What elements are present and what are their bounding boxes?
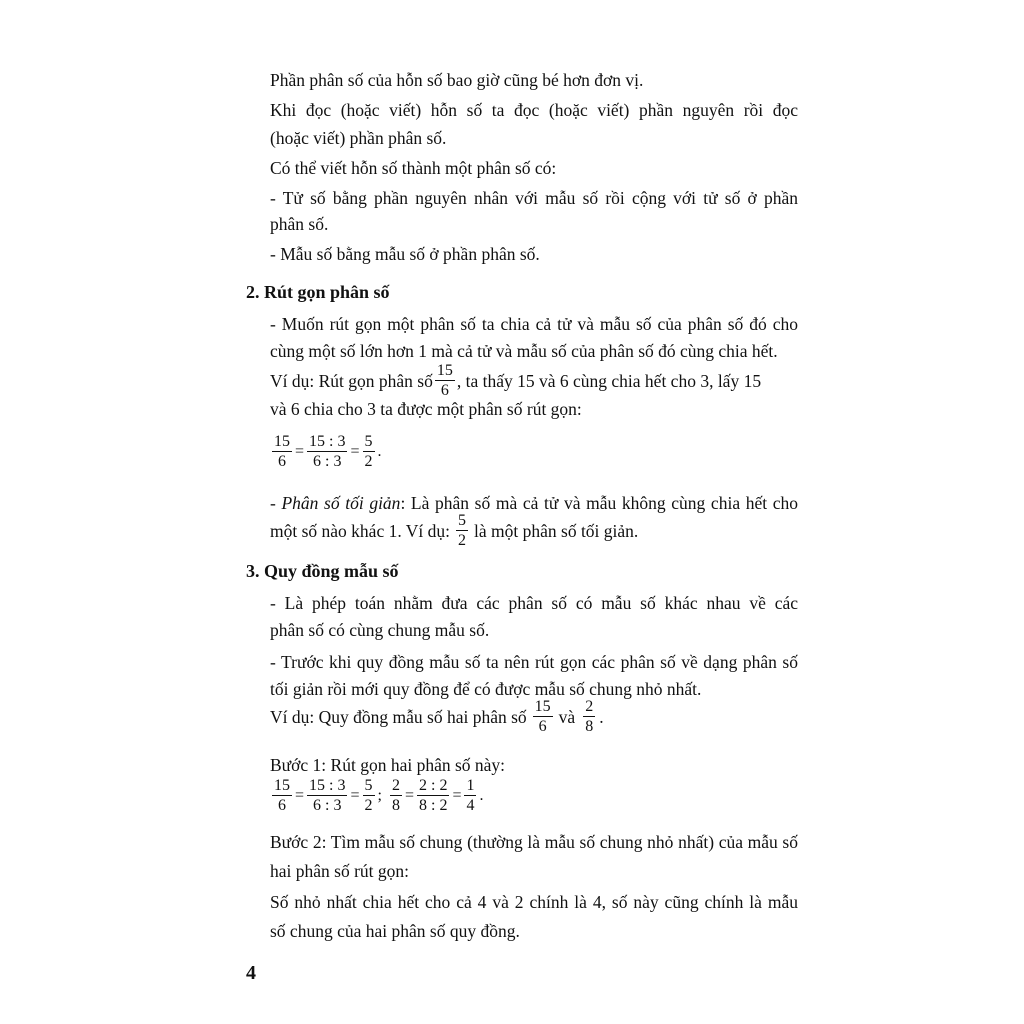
fraction-denominator: 6 : 3 [313, 453, 342, 470]
example-suffix: , ta thấy 15 và 6 cùng chia hết cho 3, lấy 15 [456, 370, 762, 391]
fraction-numerator: 15 [534, 698, 551, 715]
fraction-denominator: 6 [278, 453, 286, 470]
fraction-denominator: 4 [466, 797, 475, 814]
paragraph-line: Có thể viết hỗn số thành một phân số có: [270, 158, 557, 178]
fraction-numerator: 15 [274, 433, 290, 450]
fraction-numerator: 1 [466, 777, 475, 794]
equals-sign: = [452, 786, 462, 804]
paragraph-line: - Muốn rút gọn một phân số ta chia cả tử và mẫu số của phân số đó cho [270, 314, 798, 334]
fraction [363, 777, 375, 814]
period: . [479, 786, 484, 804]
example-line [270, 698, 604, 735]
paragraph-line: - Mẫu số bằng mẫu số ở phần phân số. [270, 244, 540, 264]
fraction-numerator: 15 [436, 362, 453, 379]
paragraph-line: Số nhỏ nhất chia hết cho cả 4 và 2 chính là 4, số này cũng chính là mẫu [270, 892, 798, 912]
paragraph-line: tối giản rồi mới quy đồng để có được mẫu số chung nhỏ nhất. [270, 679, 702, 699]
equation [270, 777, 484, 814]
equals-sign: = [295, 442, 305, 460]
fraction-numerator: 5 [458, 512, 467, 529]
conjunction: và [558, 706, 576, 727]
fraction-numerator: 5 [364, 433, 373, 450]
paragraph-line: Phần phân số của hỗn số bao giờ cũng bé hơn đơn vị. [270, 70, 644, 90]
equation [270, 433, 383, 470]
fraction [272, 433, 292, 470]
paragraph-line: cùng một số lớn hơn 1 mà cả tử và mẫu số của phân số đó cùng chia hết. [270, 341, 778, 361]
fraction [533, 698, 553, 735]
fraction-denominator: 2 [458, 532, 467, 549]
section-heading: 2. Rút gọn phân số [246, 282, 390, 302]
fraction-denominator: 2 [364, 453, 373, 470]
fraction [307, 777, 347, 814]
fraction-numerator: 2 : 2 [419, 777, 448, 794]
paragraph-line: số chung của hai phân số quy đồng. [270, 921, 520, 941]
paragraph-line: và 6 chia cho 3 ta được một phân số rút gọn: [270, 399, 582, 419]
paragraph-line: phân số. [270, 214, 329, 234]
paragraph-line: phân số có cùng chung mẫu số. [270, 620, 490, 640]
equals-sign: = [350, 442, 360, 460]
definition-line [270, 492, 798, 514]
step-line: hai phân số rút gọn: [270, 861, 410, 881]
equals-sign: = [295, 786, 305, 804]
separator: ; [377, 786, 382, 804]
paragraph-line: Khi đọc (hoặc viết) hỗn số ta đọc (hoặc viết) phần nguyên rồi đọc [270, 100, 798, 120]
fraction [464, 777, 476, 814]
fraction-denominator: 6 [538, 718, 547, 735]
fraction-numerator: 2 [391, 777, 400, 794]
fraction [456, 512, 468, 549]
fraction [363, 433, 375, 470]
step-line: Bước 2: Tìm mẫu số chung (thường là mẫu số chung nhỏ nhất) của mẫu số [270, 832, 798, 852]
definition-term: - Phân số tối giản [270, 493, 401, 513]
fraction [272, 777, 292, 814]
fraction [435, 362, 455, 399]
fraction [390, 777, 402, 814]
period: . [377, 442, 382, 460]
example-line [270, 362, 761, 399]
fraction-numerator: 15 : 3 [309, 433, 346, 450]
paragraph-line: - Tử số bằng phần nguyên nhân với mẫu số rồi cộng với tử số ở phần [270, 188, 798, 208]
fraction-denominator: 6 [440, 382, 449, 399]
section-heading: 3. Quy đồng mẫu số [246, 561, 399, 581]
fraction-numerator: 5 [364, 777, 373, 794]
equals-sign: = [350, 786, 360, 804]
definition-text: : Là phân số mà cả tử và mẫu không cùng chia hết cho [400, 493, 798, 513]
fraction-numerator: 15 : 3 [309, 777, 346, 794]
example-prefix: Ví dụ: Quy đồng mẫu số hai phân số [270, 706, 527, 727]
fraction [307, 433, 347, 470]
fraction-denominator: 8 [391, 797, 400, 814]
fraction [583, 698, 595, 735]
equals-sign: = [404, 786, 414, 804]
definition-suffix: là một phân số tối giản. [474, 520, 639, 541]
fraction-denominator: 8 [585, 718, 594, 735]
period: . [599, 706, 604, 727]
fraction-denominator: 8 : 2 [419, 797, 448, 814]
page-number: 4 [246, 962, 256, 984]
definition-prefix: một số nào khác 1. Ví dụ: [270, 520, 451, 541]
step-line: Bước 1: Rút gọn hai phân số này: [270, 755, 506, 775]
fraction-denominator: 6 [278, 797, 286, 814]
fraction-denominator: 6 : 3 [313, 797, 342, 814]
fraction [417, 777, 449, 814]
fraction-denominator: 2 [364, 797, 373, 814]
example-prefix: Ví dụ: Rút gọn phân số [270, 370, 433, 391]
paragraph-line: - Trước khi quy đồng mẫu số ta nên rút gọn các phân số về dạng phân số [270, 652, 798, 672]
definition-line [270, 512, 638, 549]
paragraph-line: - Là phép toán nhằm đưa các phân số có mẫu số khác nhau về các [270, 593, 798, 613]
fraction-numerator: 15 [274, 777, 290, 794]
fraction-numerator: 2 [585, 698, 594, 715]
paragraph-line: (hoặc viết) phần phân số. [270, 128, 447, 148]
